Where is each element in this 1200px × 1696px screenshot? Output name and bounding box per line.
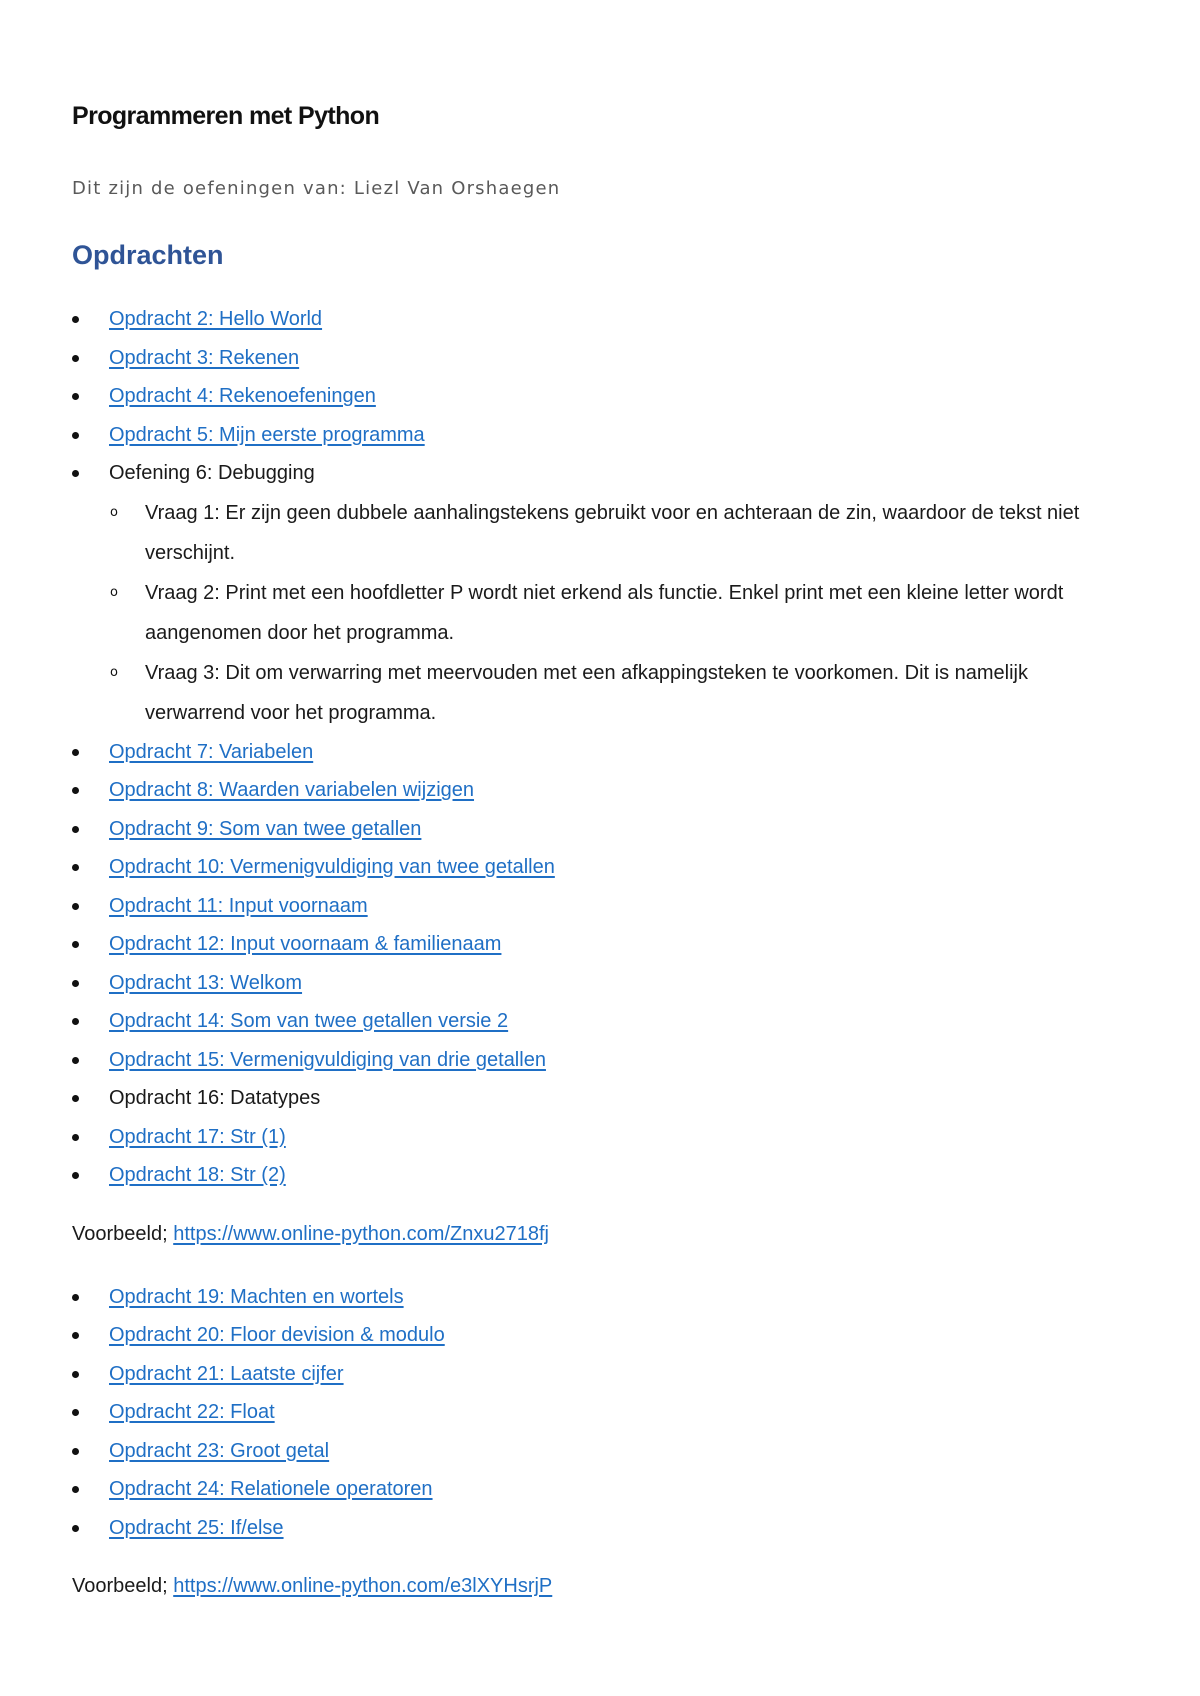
list-item <box>72 1393 1132 1432</box>
assignment-link[interactable]: Opdracht 20: Floor devision & modulo <box>109 1324 445 1346</box>
assignment-link[interactable]: Opdracht 13: Welkom <box>109 971 303 994</box>
list-item <box>72 848 1132 887</box>
list-item <box>72 810 1132 849</box>
list-item <box>72 1278 1132 1317</box>
assignment-link[interactable]: Opdracht 5: Mijn eerste programma <box>109 423 425 446</box>
answer-text: Vraag 3: Dit om verwarring met meervouden met een afkappingsteken te voorkomen. Dit is namelijk verwarrend voor het programma. <box>145 661 1028 724</box>
bullet-icon <box>72 393 79 400</box>
circle-bullet-icon: o <box>110 504 118 520</box>
bullet-icon <box>72 903 79 910</box>
assignment-link[interactable]: Opdracht 17: Str (1) <box>109 1125 286 1148</box>
bullet-icon <box>72 355 79 362</box>
bullet-icon <box>72 1057 79 1064</box>
list-item <box>72 733 1132 772</box>
example-label: Voorbeeld; <box>72 1575 174 1597</box>
bullet-icon <box>72 316 79 323</box>
bullet-icon <box>72 1486 79 1493</box>
bullet-icon <box>72 1134 79 1141</box>
example-link[interactable]: https://www.online-python.com/Znxu2718fj <box>173 1222 549 1245</box>
assignment-link[interactable]: Opdracht 24: Relationele operatoren <box>109 1478 433 1500</box>
assignment-link[interactable]: Opdracht 9: Som van twee getallen <box>109 817 422 840</box>
assignment-link[interactable]: Opdracht 2: Hello World <box>109 308 323 330</box>
answer-text: Vraag 1: Er zijn geen dubbele aanhalingstekens gebruikt voor en achteraan de zin, waardoor de tekst niet verschijnt. <box>145 501 1080 564</box>
assignment-link[interactable]: Opdracht 14: Som van twee getallen versie 2 <box>109 1010 509 1032</box>
assignment-link[interactable]: Opdracht 4: Rekenoefeningen <box>109 385 376 407</box>
answer-text: Vraag 2: Print met een hoofdletter P wordt niet erkend als functie. Enkel print met een kleine letter wordt aangenomen door het programma. <box>145 581 1064 644</box>
bullet-icon <box>72 826 79 833</box>
list-item <box>72 377 1132 416</box>
assignment-link[interactable]: Opdracht 8: Waarden variabelen wijzigen <box>109 779 475 801</box>
bullet-icon <box>72 1172 79 1179</box>
bullet-icon <box>72 749 79 756</box>
sub-list-item <box>72 653 1132 733</box>
assignment-link[interactable]: Opdracht 21: Laatste cijfer <box>109 1362 344 1385</box>
list-item <box>72 1079 1132 1118</box>
assignment-link[interactable]: Opdracht 25: If/else <box>109 1516 284 1539</box>
list-item <box>72 771 1132 810</box>
list-item <box>72 1355 1132 1394</box>
assignment-link[interactable]: Opdracht 12: Input voornaam & familienaam <box>109 933 502 955</box>
bullet-icon <box>72 980 79 987</box>
bullet-icon <box>72 1018 79 1025</box>
example-line-2 <box>72 1567 1132 1605</box>
document-subtitle: Dit zijn de oefeningen van: Liezl Van Orshaegen <box>72 178 561 199</box>
bullet-icon <box>72 432 79 439</box>
bullet-icon <box>72 1409 79 1416</box>
assignment-label: Opdracht 16: Datatypes <box>109 1087 321 1109</box>
sub-list-item <box>72 493 1132 573</box>
example-line-1 <box>72 1215 1132 1253</box>
list-item <box>72 1316 1132 1355</box>
list-item <box>72 1041 1132 1080</box>
circle-bullet-icon: o <box>110 584 118 600</box>
sub-list <box>72 493 1132 733</box>
list-item <box>72 1470 1132 1509</box>
assignment-link[interactable]: Opdracht 23: Groot getal <box>109 1439 330 1462</box>
circle-bullet-icon: o <box>110 664 118 680</box>
assignment-label: Oefening 6: Debugging <box>109 462 315 484</box>
document-page <box>72 96 1132 1605</box>
list-item <box>72 887 1132 926</box>
list-item <box>72 339 1132 378</box>
list-item <box>72 964 1132 1003</box>
assignment-link[interactable]: Opdracht 22: Float <box>109 1401 275 1423</box>
list-item <box>72 1156 1132 1195</box>
assignment-link[interactable]: Opdracht 15: Vermenigvuldiging van drie getallen <box>109 1048 546 1071</box>
assignment-link[interactable]: Opdracht 18: Str (2) <box>109 1164 286 1186</box>
section-heading-opdrachten: Opdrachten <box>72 240 224 270</box>
list-item <box>72 454 1132 733</box>
bullet-icon <box>72 864 79 871</box>
bullet-icon <box>72 787 79 794</box>
assignment-link[interactable]: Opdracht 3: Rekenen <box>109 346 300 369</box>
bullet-icon <box>72 470 79 477</box>
bullet-icon <box>72 1525 79 1532</box>
example-link[interactable]: https://www.online-python.com/e3lXYHsrjP <box>173 1575 553 1597</box>
list-item <box>72 300 1132 339</box>
bullet-icon <box>72 1294 79 1301</box>
list-item <box>72 1432 1132 1471</box>
list-item <box>72 1509 1132 1548</box>
assignment-link[interactable]: Opdracht 7: Variabelen <box>109 740 314 763</box>
assignment-link[interactable]: Opdracht 10: Vermenigvuldiging van twee getallen <box>109 856 555 878</box>
list-item <box>72 925 1132 964</box>
bullet-icon <box>72 1448 79 1455</box>
bullet-icon <box>72 1095 79 1102</box>
assignment-link[interactable]: Opdracht 11: Input voornaam <box>109 894 368 917</box>
assignment-list-2 <box>72 1278 1132 1548</box>
example-label: Voorbeeld; <box>72 1222 174 1245</box>
list-item <box>72 1002 1132 1041</box>
assignment-list-1 <box>72 300 1132 1195</box>
bullet-icon <box>72 941 79 948</box>
document-title: Programmeren met Python <box>72 102 380 130</box>
bullet-icon <box>72 1371 79 1378</box>
assignment-link[interactable]: Opdracht 19: Machten en wortels <box>109 1285 404 1308</box>
sub-list-item <box>72 573 1132 653</box>
bullet-icon <box>72 1332 79 1339</box>
list-item <box>72 1118 1132 1157</box>
list-item <box>72 416 1132 455</box>
